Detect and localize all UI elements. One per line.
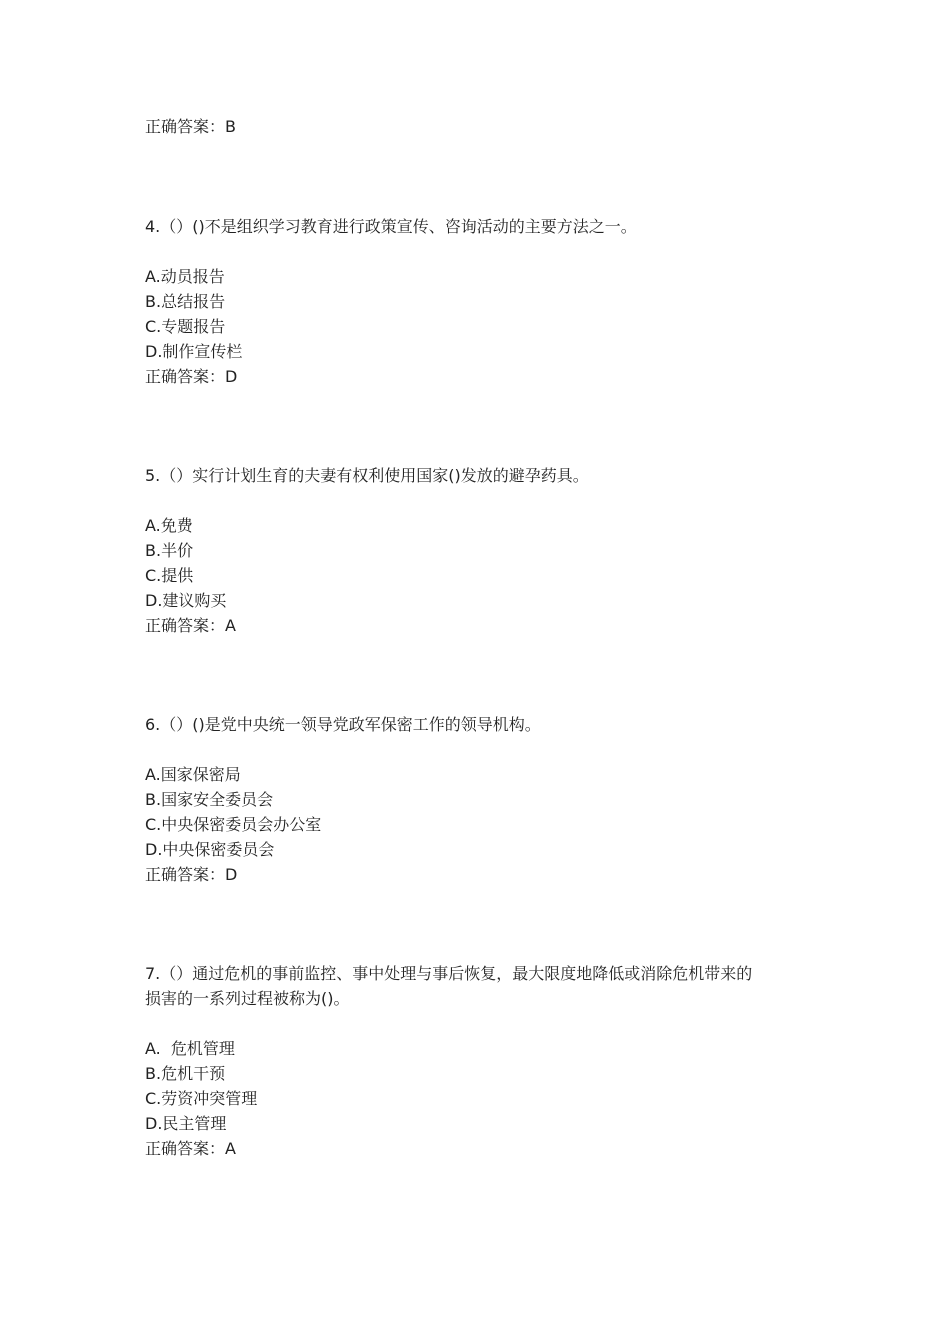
question-5-option-c: C.提供 <box>145 566 194 585</box>
question-5-option-a: A.免费 <box>145 516 193 535</box>
question-4-option-d: D.制作宣传栏 <box>145 342 243 361</box>
question-4-stem: 4.（）()不是组织学习教育进行政策宣传、咨询活动的主要方法之一。 <box>145 217 637 236</box>
question-7-stem-line-2: 损害的一系列过程被称为()。 <box>145 989 350 1008</box>
question-4-option-a: A.动员报告 <box>145 267 225 286</box>
answer-value: D <box>225 865 238 884</box>
answer-label: 正确答案： <box>145 616 226 635</box>
answer-value: A <box>225 616 236 635</box>
prev-answer <box>145 114 236 139</box>
answer-label: 正确答案： <box>145 117 226 136</box>
question-5-stem: 5.（）实行计划生育的夫妻有权利使用国家()发放的避孕药具。 <box>145 466 589 485</box>
question-6-option-b: B.国家安全委员会 <box>145 790 274 809</box>
answer-label: 正确答案： <box>145 1139 226 1158</box>
question-7-answer <box>145 1136 236 1161</box>
question-6-option-d: D.中央保密委员会 <box>145 840 275 859</box>
question-5-option-b: B.半价 <box>145 541 194 560</box>
question-6-option-c: C.中央保密委员会办公室 <box>145 815 322 834</box>
answer-value: D <box>225 367 238 386</box>
answer-value: B <box>225 117 236 136</box>
answer-label: 正确答案： <box>145 367 226 386</box>
question-7-option-b: B.危机干预 <box>145 1064 226 1083</box>
question-6-stem: 6.（）()是党中央统一领导党政军保密工作的领导机构。 <box>145 715 541 734</box>
answer-value: A <box>225 1139 236 1158</box>
question-4-answer <box>145 364 237 389</box>
answer-label: 正确答案： <box>145 865 226 884</box>
question-5-answer <box>145 613 236 638</box>
question-4-option-c: C.专题报告 <box>145 317 226 336</box>
question-7-option-d: D.民主管理 <box>145 1114 227 1133</box>
question-7-stem-line-1: 7.（）通过危机的事前监控、事中处理与事后恢复，最大限度地降低或消除危机带来的 <box>145 964 753 983</box>
question-6-answer <box>145 862 237 887</box>
question-6-option-a: A.国家保密局 <box>145 765 241 784</box>
question-4-option-b: B.总结报告 <box>145 292 226 311</box>
question-7-option-a: A. 危机管理 <box>145 1039 235 1058</box>
question-5-option-d: D.建议购买 <box>145 591 227 610</box>
question-7-option-c: C.劳资冲突管理 <box>145 1089 258 1108</box>
